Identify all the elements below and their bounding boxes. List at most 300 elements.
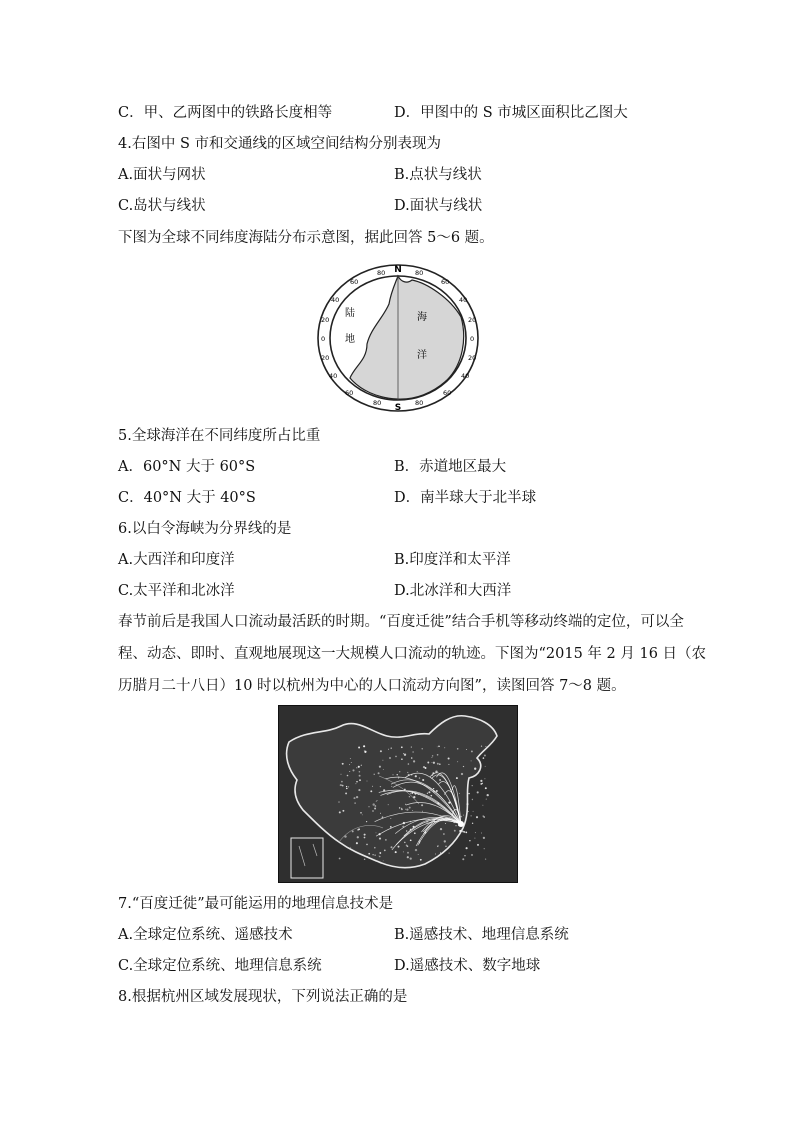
city-light: [422, 811, 423, 812]
q4-stem: 4.右图中 S 市和交通线的区域空间结构分别表现为: [118, 136, 441, 152]
city-light: [399, 771, 400, 772]
city-light: [380, 813, 381, 814]
city-light: [359, 771, 361, 773]
city-light: [466, 803, 468, 805]
city-light: [406, 845, 408, 847]
city-light: [357, 836, 359, 838]
city-light: [484, 754, 486, 756]
city-light: [437, 746, 438, 747]
city-light: [379, 833, 381, 835]
city-light: [413, 826, 415, 828]
city-light: [406, 808, 408, 810]
city-light: [419, 840, 421, 842]
city-light: [448, 801, 450, 803]
lat-label: 80: [377, 269, 386, 277]
city-light: [352, 830, 354, 832]
city-light: [379, 766, 381, 768]
city-light: [427, 827, 429, 829]
city-light: [364, 751, 366, 753]
city-light: [418, 794, 419, 795]
city-light: [484, 848, 485, 849]
city-light: [339, 811, 341, 813]
city-light: [482, 805, 483, 806]
city-light: [411, 774, 412, 775]
city-light: [388, 749, 389, 750]
city-light: [427, 762, 429, 764]
city-light: [472, 799, 473, 800]
city-light: [411, 747, 412, 748]
city-light: [420, 859, 422, 861]
city-light: [383, 789, 385, 791]
city-light: [476, 816, 478, 818]
city-light: [398, 776, 400, 778]
intro-7-8-line3: 历腊月二十八日）10 时以杭州为中心的人口流动方向图”，读图回答 7～8 题。: [118, 678, 626, 694]
city-light: [349, 771, 350, 772]
city-light: [352, 769, 354, 771]
city-light: [405, 804, 406, 805]
q3-option-c: C．甲、乙两图中的铁路长度相等: [118, 105, 333, 121]
city-light: [426, 821, 428, 823]
city-light: [468, 793, 469, 794]
q3-option-d: D．甲图中的 S 市城区面积比乙图大: [394, 105, 628, 121]
city-light: [477, 844, 479, 846]
city-light: [374, 808, 376, 810]
city-light: [430, 790, 431, 791]
city-light: [471, 760, 472, 761]
city-light: [391, 747, 392, 748]
city-light: [346, 788, 348, 790]
city-light: [342, 763, 344, 765]
city-light: [403, 753, 404, 754]
city-light: [448, 764, 449, 765]
city-light: [383, 860, 384, 861]
city-light: [424, 831, 426, 833]
lat-label: 40: [459, 296, 468, 304]
city-light: [472, 823, 473, 824]
q8-stem: 8.根据杭州区域发展现状，下列说法正确的是: [118, 989, 408, 1005]
city-light: [375, 855, 376, 856]
city-light: [485, 746, 486, 747]
city-light: [375, 805, 377, 807]
city-light: [378, 772, 380, 774]
ocean-label-char: 海: [417, 312, 427, 323]
q6-option-a: A.大西洋和印度洋: [118, 552, 235, 568]
city-light: [422, 748, 423, 749]
q7-option-c: C.全球定位系统、地理信息系统: [118, 958, 322, 974]
q6-option-c: C.太平洋和北冰洋: [118, 583, 235, 599]
city-light: [364, 859, 366, 861]
city-light: [341, 781, 343, 783]
city-light: [356, 781, 357, 782]
city-light: [340, 784, 342, 786]
q6-stem: 6.以白令海峡为分界线的是: [118, 521, 292, 537]
city-light: [414, 793, 416, 795]
city-light: [410, 839, 412, 841]
city-light: [463, 766, 464, 767]
lat-label: 80: [415, 399, 424, 407]
city-light: [435, 771, 437, 773]
city-light: [475, 832, 476, 833]
city-light: [432, 772, 434, 774]
city-light: [350, 847, 351, 848]
lat-label: 20: [468, 354, 477, 362]
city-light: [409, 807, 411, 809]
lat-label: 0: [321, 335, 326, 343]
city-light: [486, 799, 487, 800]
city-light: [377, 800, 378, 801]
city-light: [412, 792, 414, 794]
city-light: [358, 828, 360, 830]
city-light: [454, 830, 456, 832]
lat-label: 80: [373, 399, 382, 407]
city-light: [460, 816, 462, 818]
city-light: [483, 816, 485, 818]
city-light: [419, 842, 420, 843]
hangzhou-marker: [458, 821, 464, 827]
city-light: [376, 832, 377, 833]
city-light: [480, 780, 482, 782]
city-light: [402, 826, 404, 828]
city-light: [412, 810, 413, 811]
city-light: [354, 802, 355, 803]
city-light: [384, 850, 386, 852]
city-light: [487, 794, 489, 796]
city-light: [407, 852, 409, 854]
city-light: [389, 757, 391, 759]
city-light: [409, 796, 410, 797]
city-light: [385, 839, 387, 841]
city-light: [372, 786, 373, 787]
city-light: [456, 777, 458, 779]
city-light: [388, 804, 389, 805]
city-light: [463, 815, 464, 816]
city-light: [392, 774, 393, 775]
q6-option-d: D.北冰洋和大西洋: [394, 583, 512, 599]
city-light: [368, 806, 369, 807]
city-light: [444, 747, 445, 748]
city-light: [379, 838, 381, 840]
ocean-label-char: 洋: [417, 350, 427, 361]
city-light: [481, 833, 482, 834]
city-light: [347, 775, 349, 777]
city-light: [403, 851, 404, 852]
city-light: [345, 792, 347, 794]
city-light: [427, 793, 428, 794]
city-light: [380, 750, 382, 752]
city-light: [471, 750, 473, 752]
city-light: [383, 769, 384, 770]
city-light: [401, 808, 402, 809]
lat-label: 60: [441, 278, 450, 286]
city-light: [447, 782, 448, 783]
city-light: [433, 788, 434, 789]
city-light: [353, 797, 355, 799]
city-light: [483, 837, 485, 839]
lat-label: 0: [470, 335, 475, 343]
city-light: [437, 846, 438, 847]
city-light: [483, 757, 485, 759]
city-light: [390, 826, 392, 828]
city-light: [434, 821, 435, 822]
city-light: [403, 822, 405, 824]
city-light: [466, 749, 467, 750]
city-light: [401, 758, 403, 760]
city-light: [426, 796, 427, 797]
city-light: [461, 773, 463, 775]
globe-figure: [315, 262, 481, 414]
q4-option-d: D.面状与线状: [394, 198, 483, 214]
city-light: [360, 812, 362, 814]
intro-7-8-line2: 程、动态、即时、直观地展现这一大规模人口流动的轨迹。下图为“2015 年 2 月 16 日（农: [118, 646, 707, 662]
city-light: [410, 821, 412, 823]
city-light: [413, 760, 415, 762]
city-light: [364, 837, 366, 839]
city-light: [437, 754, 439, 756]
city-light: [382, 760, 383, 761]
city-light: [445, 823, 446, 824]
q4-option-c: C.岛状与线状: [118, 198, 206, 214]
city-light: [380, 786, 381, 787]
city-light: [356, 796, 358, 798]
north-label: N: [394, 265, 402, 275]
city-light: [407, 772, 408, 773]
q7-option-d: D.遥感技术、数字地球: [394, 958, 541, 974]
city-light: [439, 763, 441, 765]
city-light: [350, 758, 351, 759]
city-light: [432, 775, 434, 777]
city-light: [440, 828, 442, 830]
lat-label: 20: [321, 354, 330, 362]
q4-option-b: B.点状与线状: [394, 167, 482, 183]
city-light: [439, 779, 441, 781]
city-light: [398, 846, 400, 848]
city-light: [480, 783, 482, 785]
city-light: [370, 790, 372, 792]
city-light: [364, 834, 366, 836]
city-light: [474, 768, 476, 770]
city-light: [341, 785, 342, 786]
q5-option-d: D．南半球大于北半球: [394, 490, 537, 506]
city-light: [428, 791, 430, 793]
lat-label: 20: [321, 316, 330, 324]
city-light: [418, 854, 419, 855]
city-light: [355, 783, 356, 784]
city-light: [346, 786, 347, 787]
city-light: [471, 815, 472, 816]
q4-option-a: A.面状与网状: [118, 167, 206, 183]
city-light: [410, 857, 412, 859]
city-light: [372, 810, 374, 812]
city-light: [422, 779, 424, 781]
land-label-char: 地: [345, 334, 355, 345]
city-light: [358, 766, 360, 768]
city-light: [449, 853, 450, 854]
city-light: [419, 777, 420, 778]
city-light: [412, 751, 413, 752]
city-light: [465, 832, 467, 834]
lat-label: 40: [331, 296, 340, 304]
city-light: [466, 847, 468, 849]
city-light: [397, 774, 398, 775]
city-light: [404, 754, 406, 756]
city-light: [421, 804, 423, 806]
land-label-char: 陆: [345, 308, 355, 319]
city-light: [351, 762, 352, 763]
city-light: [374, 847, 376, 849]
lat-label: 40: [461, 372, 470, 380]
city-light: [391, 846, 393, 848]
city-light: [367, 856, 368, 857]
city-light: [406, 830, 407, 831]
city-light: [411, 757, 413, 759]
city-light: [404, 842, 406, 844]
city-light: [395, 756, 397, 758]
city-light: [477, 791, 479, 793]
city-light: [401, 746, 403, 748]
city-light: [446, 819, 447, 820]
city-light: [376, 801, 377, 802]
q5-stem: 5.全球海洋在不同纬度所占比重: [118, 428, 321, 444]
q7-option-a: A.全球定位系统、遥感技术: [118, 927, 293, 943]
city-light: [445, 846, 446, 847]
lat-label: 60: [443, 389, 452, 397]
intro-7-8-line1: 春节前后是我国人口流动最活跃的时期。“百度迁徙”结合手机等移动终端的定位，可以全: [118, 614, 684, 630]
china-map-graphic: [279, 706, 517, 882]
city-light: [405, 809, 406, 810]
city-light: [443, 833, 445, 835]
city-light: [432, 755, 433, 756]
city-light: [338, 801, 340, 803]
lat-label: 40: [329, 372, 338, 380]
city-light: [462, 858, 464, 860]
city-light: [464, 855, 465, 856]
city-light: [469, 840, 470, 841]
q7-option-b: B.遥感技术、地理信息系统: [394, 927, 569, 943]
city-light: [415, 849, 417, 851]
city-light: [472, 785, 473, 786]
q6-option-b: B.印度洋和太平洋: [394, 552, 511, 568]
city-light: [358, 789, 360, 791]
city-light: [417, 771, 418, 772]
city-light: [367, 781, 368, 782]
q5-option-c: C．40°N 大于 40°S: [118, 490, 256, 506]
city-light: [359, 775, 361, 777]
city-light: [358, 747, 360, 749]
city-light: [395, 851, 397, 853]
city-light: [364, 750, 365, 751]
city-light: [436, 790, 438, 792]
city-light: [484, 778, 485, 779]
city-light: [368, 853, 370, 855]
city-light: [391, 786, 392, 787]
city-light: [459, 793, 460, 794]
city-light: [437, 802, 439, 804]
city-light: [398, 778, 399, 779]
q5-option-b: B．赤道地区最大: [394, 459, 507, 475]
city-light: [421, 783, 422, 784]
city-light: [366, 844, 368, 846]
city-light: [463, 831, 465, 833]
city-light: [444, 807, 445, 808]
lat-label: 80: [415, 269, 424, 277]
city-light: [455, 825, 456, 826]
city-light: [459, 830, 461, 832]
city-light: [474, 838, 475, 839]
city-light: [444, 840, 446, 842]
city-light: [361, 765, 362, 766]
city-light: [390, 818, 391, 819]
city-light: [349, 764, 350, 765]
city-light: [382, 816, 384, 818]
city-light: [356, 767, 357, 768]
city-light: [348, 786, 349, 787]
city-light: [440, 852, 441, 853]
city-light: [437, 763, 439, 765]
q5-option-a: A．60°N 大于 60°S: [118, 459, 256, 475]
migration-map: [278, 705, 518, 883]
city-light: [435, 854, 436, 855]
city-light: [413, 796, 415, 798]
intro-5-6: 下图为全球不同纬度海陆分布示意图，据此回答 5～6 题。: [118, 230, 494, 246]
city-light: [372, 854, 373, 855]
city-light: [457, 748, 459, 750]
globe-diagram: [315, 262, 481, 414]
city-light: [415, 775, 417, 777]
city-light: [399, 807, 400, 808]
city-light: [485, 766, 486, 767]
city-light: [404, 789, 406, 791]
city-light: [468, 811, 469, 812]
lat-label: 60: [350, 278, 359, 286]
city-light: [374, 774, 375, 775]
city-light: [481, 746, 482, 747]
city-light: [366, 821, 367, 822]
city-light: [363, 745, 365, 747]
city-light: [407, 856, 409, 858]
city-light: [485, 858, 486, 859]
south-label: S: [394, 403, 402, 413]
city-light: [425, 767, 427, 769]
city-light: [362, 814, 363, 815]
city-light: [408, 774, 410, 776]
lat-label: 20: [468, 316, 477, 324]
city-light: [457, 761, 458, 762]
city-light: [431, 795, 433, 797]
city-light: [438, 746, 440, 748]
city-light: [342, 810, 344, 812]
q7-stem: 7.“百度迁徙”最可能运用的地理信息技术是: [118, 896, 394, 912]
city-light: [431, 757, 432, 758]
city-light: [341, 774, 342, 775]
city-light: [356, 842, 358, 844]
city-light: [485, 787, 487, 789]
city-light: [373, 803, 375, 805]
city-light: [433, 791, 435, 793]
city-light: [414, 832, 416, 834]
city-light: [379, 856, 381, 858]
city-light: [410, 829, 411, 830]
city-light: [408, 763, 410, 765]
city-light: [431, 762, 432, 763]
city-light: [344, 835, 346, 837]
city-light: [471, 854, 472, 855]
city-light: [448, 757, 450, 759]
lat-label: 60: [345, 389, 354, 397]
city-light: [473, 811, 474, 812]
city-light: [359, 779, 361, 781]
city-light: [339, 858, 341, 860]
city-light: [410, 793, 411, 794]
